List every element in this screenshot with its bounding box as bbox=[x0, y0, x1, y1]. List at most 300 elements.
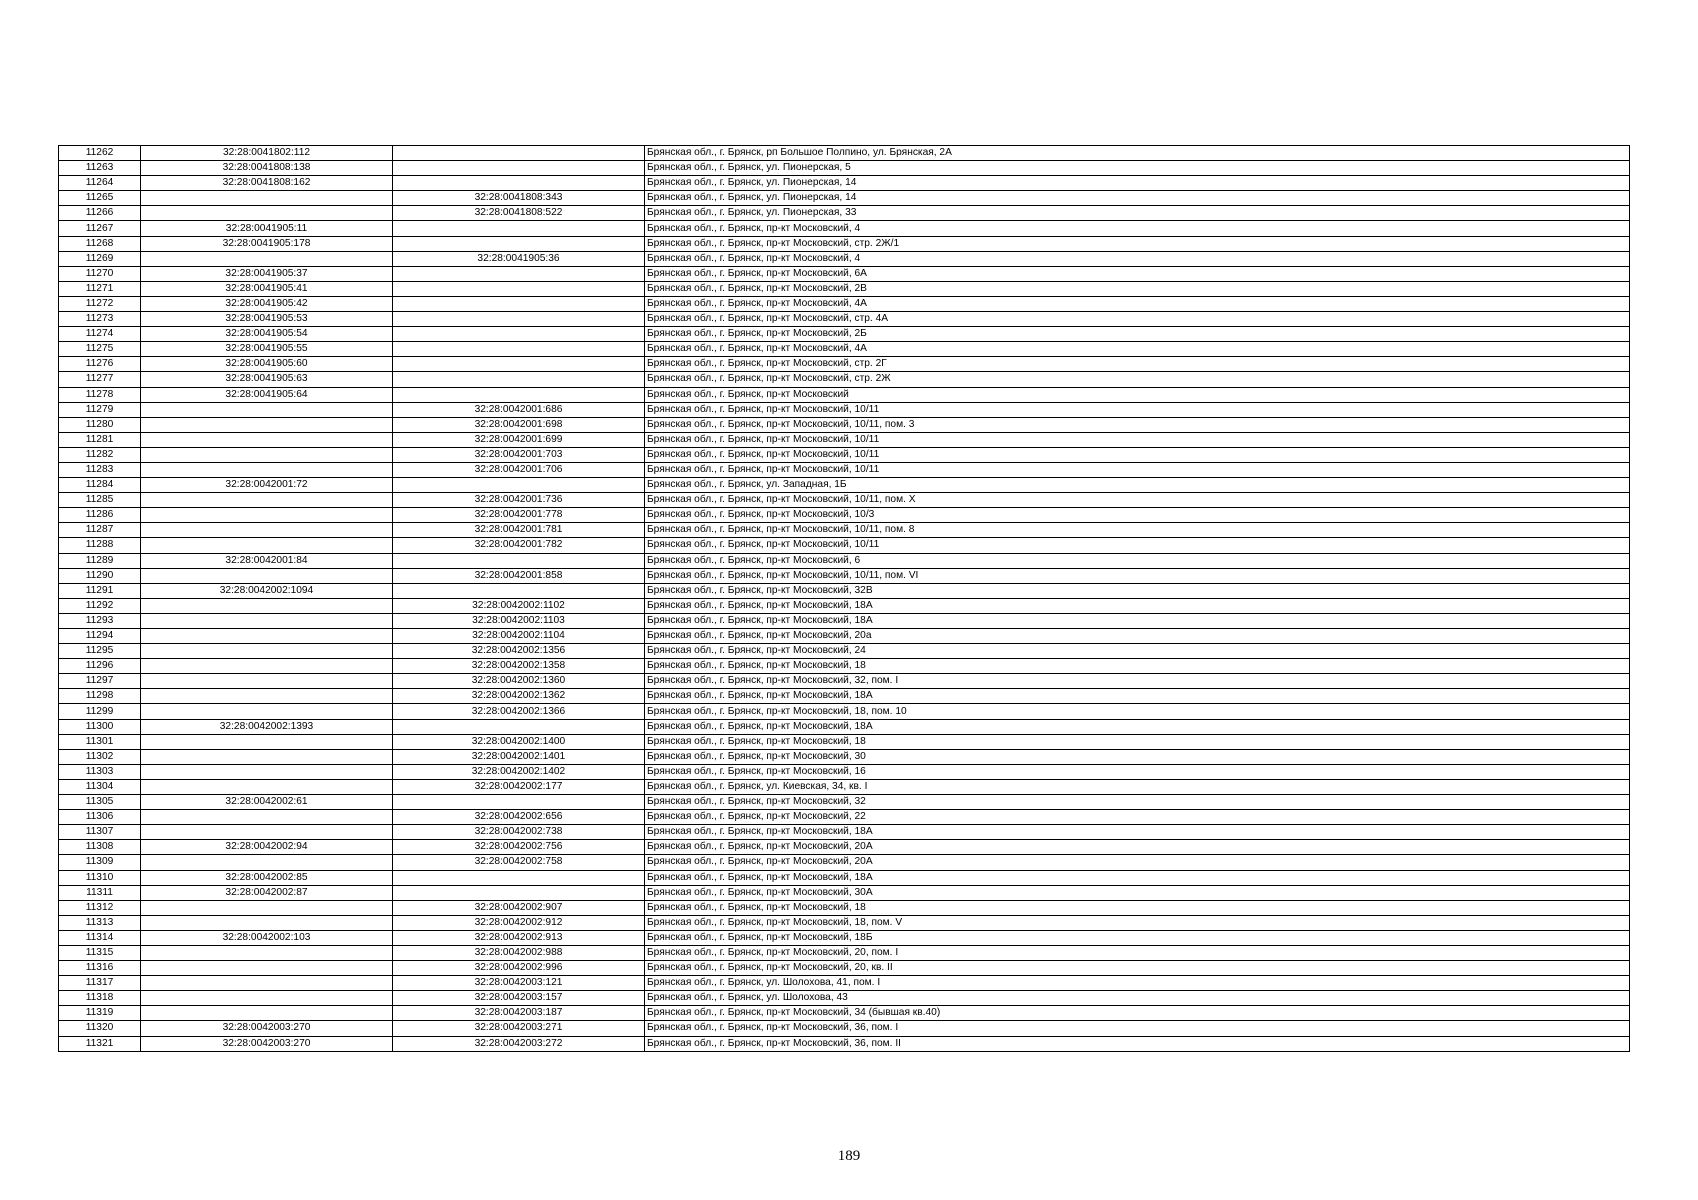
row-number-cell: 11314 bbox=[59, 930, 141, 945]
address-cell: Брянская обл., г. Брянск, ул. Киевская, 34, кв. I bbox=[645, 779, 1630, 794]
table-row bbox=[59, 689, 1630, 704]
row-number-cell: 11310 bbox=[59, 870, 141, 885]
row-number-cell: 11309 bbox=[59, 855, 141, 870]
object-cadastral-number-cell bbox=[393, 176, 645, 191]
table-row bbox=[59, 825, 1630, 840]
land-cadastral-number-cell: 32:28:0041808:138 bbox=[141, 161, 393, 176]
object-cadastral-number-cell bbox=[393, 221, 645, 236]
address-cell: Брянская обл., г. Брянск, пр-кт Московский, стр. 2Ж/1 bbox=[645, 236, 1630, 251]
table-row bbox=[59, 900, 1630, 915]
table-row bbox=[59, 583, 1630, 598]
row-number-cell: 11265 bbox=[59, 191, 141, 206]
row-number-cell: 11299 bbox=[59, 704, 141, 719]
land-cadastral-number-cell: 32:28:0042002:85 bbox=[141, 870, 393, 885]
table-row bbox=[59, 885, 1630, 900]
land-cadastral-number-cell bbox=[141, 538, 393, 553]
table-row bbox=[59, 236, 1630, 251]
address-cell: Брянская обл., г. Брянск, пр-кт Московский, 20, пом. I bbox=[645, 945, 1630, 960]
row-number-cell: 11263 bbox=[59, 161, 141, 176]
table-row bbox=[59, 961, 1630, 976]
address-cell: Брянская обл., г. Брянск, пр-кт Московский, 18, пом. V bbox=[645, 915, 1630, 930]
row-number-cell: 11291 bbox=[59, 583, 141, 598]
land-cadastral-number-cell: 32:28:0042003:270 bbox=[141, 1036, 393, 1051]
address-cell: Брянская обл., г. Брянск, пр-кт Московский bbox=[645, 387, 1630, 402]
address-cell: Брянская обл., г. Брянск, пр-кт Московский, 10/11, пом. 8 bbox=[645, 523, 1630, 538]
address-cell: Брянская обл., г. Брянск, пр-кт Московский, 20А bbox=[645, 855, 1630, 870]
address-cell: Брянская обл., г. Брянск, пр-кт Московский, 18, пом. 10 bbox=[645, 704, 1630, 719]
table-row bbox=[59, 674, 1630, 689]
table-row bbox=[59, 538, 1630, 553]
table-row bbox=[59, 945, 1630, 960]
object-cadastral-number-cell bbox=[393, 296, 645, 311]
table-row bbox=[59, 915, 1630, 930]
object-cadastral-number-cell: 32:28:0042002:996 bbox=[393, 961, 645, 976]
land-cadastral-number-cell bbox=[141, 749, 393, 764]
address-cell: Брянская обл., г. Брянск, пр-кт Московский, 18Б bbox=[645, 930, 1630, 945]
row-number-cell: 11312 bbox=[59, 900, 141, 915]
address-cell: Брянская обл., г. Брянск, пр-кт Московский, 6А bbox=[645, 266, 1630, 281]
address-cell: Брянская обл., г. Брянск, ул. Западная, 1Б bbox=[645, 478, 1630, 493]
address-cell: Брянская обл., г. Брянск, пр-кт Московский, 4 bbox=[645, 221, 1630, 236]
row-number-cell: 11280 bbox=[59, 417, 141, 432]
land-cadastral-number-cell: 32:28:0042002:103 bbox=[141, 930, 393, 945]
land-cadastral-number-cell: 32:28:0041905:53 bbox=[141, 312, 393, 327]
address-cell: Брянская обл., г. Брянск, пр-кт Московский, стр. 4А bbox=[645, 312, 1630, 327]
address-cell: Брянская обл., г. Брянск, пр-кт Московский, 10/3 bbox=[645, 508, 1630, 523]
object-cadastral-number-cell: 32:28:0042001:706 bbox=[393, 462, 645, 477]
object-cadastral-number-cell: 32:28:0042002:738 bbox=[393, 825, 645, 840]
land-cadastral-number-cell bbox=[141, 976, 393, 991]
table-row bbox=[59, 734, 1630, 749]
table-row bbox=[59, 523, 1630, 538]
table-row bbox=[59, 1021, 1630, 1036]
land-cadastral-number-cell: 32:28:0041905:42 bbox=[141, 296, 393, 311]
table-row bbox=[59, 357, 1630, 372]
row-number-cell: 11315 bbox=[59, 945, 141, 960]
land-cadastral-number-cell bbox=[141, 779, 393, 794]
object-cadastral-number-cell: 32:28:0042002:1356 bbox=[393, 644, 645, 659]
object-cadastral-number-cell bbox=[393, 161, 645, 176]
address-cell: Брянская обл., г. Брянск, пр-кт Московский, 2Б bbox=[645, 327, 1630, 342]
row-number-cell: 11313 bbox=[59, 915, 141, 930]
land-cadastral-number-cell: 32:28:0041905:37 bbox=[141, 266, 393, 281]
address-cell: Брянская обл., г. Брянск, рп Большое Полпино, ул. Брянская, 2А bbox=[645, 146, 1630, 161]
address-cell: Брянская обл., г. Брянск, пр-кт Московский, 32В bbox=[645, 583, 1630, 598]
row-number-cell: 11305 bbox=[59, 795, 141, 810]
row-number-cell: 11292 bbox=[59, 598, 141, 613]
land-cadastral-number-cell bbox=[141, 900, 393, 915]
address-cell: Брянская обл., г. Брянск, ул. Пионерская, 5 bbox=[645, 161, 1630, 176]
row-number-cell: 11296 bbox=[59, 659, 141, 674]
address-cell: Брянская обл., г. Брянск, пр-кт Московский, 22 bbox=[645, 810, 1630, 825]
land-cadastral-number-cell bbox=[141, 598, 393, 613]
object-cadastral-number-cell: 32:28:0042001:686 bbox=[393, 402, 645, 417]
object-cadastral-number-cell: 32:28:0042003:187 bbox=[393, 1006, 645, 1021]
address-cell: Брянская обл., г. Брянск, пр-кт Московский, 6 bbox=[645, 553, 1630, 568]
table-row bbox=[59, 312, 1630, 327]
row-number-cell: 11275 bbox=[59, 342, 141, 357]
table-row bbox=[59, 387, 1630, 402]
row-number-cell: 11320 bbox=[59, 1021, 141, 1036]
object-cadastral-number-cell: 32:28:0042002:1358 bbox=[393, 659, 645, 674]
table-row bbox=[59, 855, 1630, 870]
table-row bbox=[59, 508, 1630, 523]
object-cadastral-number-cell bbox=[393, 266, 645, 281]
address-cell: Брянская обл., г. Брянск, ул. Шолохова, 43 bbox=[645, 991, 1630, 1006]
address-cell: Брянская обл., г. Брянск, пр-кт Московский, стр. 2Ж bbox=[645, 372, 1630, 387]
object-cadastral-number-cell bbox=[393, 281, 645, 296]
row-number-cell: 11269 bbox=[59, 251, 141, 266]
land-cadastral-number-cell: 32:28:0042001:84 bbox=[141, 553, 393, 568]
address-cell: Брянская обл., г. Брянск, пр-кт Московский, 10/11 bbox=[645, 538, 1630, 553]
object-cadastral-number-cell bbox=[393, 342, 645, 357]
table-row bbox=[59, 251, 1630, 266]
address-cell: Брянская обл., г. Брянск, пр-кт Московский, 34 (бывшая кв.40) bbox=[645, 1006, 1630, 1021]
address-cell: Брянская обл., г. Брянск, пр-кт Московский, 16 bbox=[645, 764, 1630, 779]
row-number-cell: 11302 bbox=[59, 749, 141, 764]
table-row bbox=[59, 644, 1630, 659]
row-number-cell: 11303 bbox=[59, 764, 141, 779]
table-row bbox=[59, 447, 1630, 462]
address-cell: Брянская обл., г. Брянск, пр-кт Московский, 2В bbox=[645, 281, 1630, 296]
address-cell: Брянская обл., г. Брянск, ул. Шолохова, 41, пом. I bbox=[645, 976, 1630, 991]
land-cadastral-number-cell bbox=[141, 644, 393, 659]
object-cadastral-number-cell: 32:28:0042001:699 bbox=[393, 432, 645, 447]
registry-table bbox=[58, 145, 1630, 1052]
object-cadastral-number-cell: 32:28:0042002:912 bbox=[393, 915, 645, 930]
table-row bbox=[59, 810, 1630, 825]
land-cadastral-number-cell bbox=[141, 462, 393, 477]
address-cell: Брянская обл., г. Брянск, пр-кт Московский, 10/11, пом. 3 bbox=[645, 417, 1630, 432]
table-row bbox=[59, 749, 1630, 764]
object-cadastral-number-cell: 32:28:0042002:1360 bbox=[393, 674, 645, 689]
land-cadastral-number-cell bbox=[141, 432, 393, 447]
land-cadastral-number-cell bbox=[141, 915, 393, 930]
address-cell: Брянская обл., г. Брянск, пр-кт Московский, 18А bbox=[645, 870, 1630, 885]
row-number-cell: 11262 bbox=[59, 146, 141, 161]
row-number-cell: 11289 bbox=[59, 553, 141, 568]
object-cadastral-number-cell bbox=[393, 372, 645, 387]
table-row bbox=[59, 281, 1630, 296]
object-cadastral-number-cell: 32:28:0042002:913 bbox=[393, 930, 645, 945]
row-number-cell: 11268 bbox=[59, 236, 141, 251]
address-cell: Брянская обл., г. Брянск, пр-кт Московский, 4А bbox=[645, 342, 1630, 357]
table-row bbox=[59, 870, 1630, 885]
land-cadastral-number-cell: 32:28:0042002:61 bbox=[141, 795, 393, 810]
land-cadastral-number-cell bbox=[141, 734, 393, 749]
row-number-cell: 11293 bbox=[59, 613, 141, 628]
land-cadastral-number-cell: 32:28:0042002:87 bbox=[141, 885, 393, 900]
object-cadastral-number-cell: 32:28:0042002:988 bbox=[393, 945, 645, 960]
row-number-cell: 11266 bbox=[59, 206, 141, 221]
row-number-cell: 11307 bbox=[59, 825, 141, 840]
land-cadastral-number-cell bbox=[141, 251, 393, 266]
row-number-cell: 11308 bbox=[59, 840, 141, 855]
address-cell: Брянская обл., г. Брянск, пр-кт Московский, 36, пом. I bbox=[645, 1021, 1630, 1036]
registry-table-body bbox=[59, 146, 1630, 1052]
row-number-cell: 11264 bbox=[59, 176, 141, 191]
land-cadastral-number-cell: 32:28:0041905:55 bbox=[141, 342, 393, 357]
row-number-cell: 11288 bbox=[59, 538, 141, 553]
object-cadastral-number-cell: 32:28:0042002:1102 bbox=[393, 598, 645, 613]
address-cell: Брянская обл., г. Брянск, пр-кт Московский, 36, пом. II bbox=[645, 1036, 1630, 1051]
row-number-cell: 11274 bbox=[59, 327, 141, 342]
address-cell: Брянская обл., г. Брянск, пр-кт Московский, 30 bbox=[645, 749, 1630, 764]
row-number-cell: 11306 bbox=[59, 810, 141, 825]
table-row bbox=[59, 553, 1630, 568]
row-number-cell: 11281 bbox=[59, 432, 141, 447]
table-row bbox=[59, 719, 1630, 734]
address-cell: Брянская обл., г. Брянск, ул. Пионерская, 14 bbox=[645, 176, 1630, 191]
land-cadastral-number-cell bbox=[141, 191, 393, 206]
table-row bbox=[59, 221, 1630, 236]
address-cell: Брянская обл., г. Брянск, пр-кт Московский, 4 bbox=[645, 251, 1630, 266]
land-cadastral-number-cell: 32:28:0041905:178 bbox=[141, 236, 393, 251]
land-cadastral-number-cell bbox=[141, 417, 393, 432]
table-row bbox=[59, 462, 1630, 477]
object-cadastral-number-cell: 32:28:0041905:36 bbox=[393, 251, 645, 266]
address-cell: Брянская обл., г. Брянск, пр-кт Московский, 20А bbox=[645, 840, 1630, 855]
row-number-cell: 11287 bbox=[59, 523, 141, 538]
land-cadastral-number-cell bbox=[141, 568, 393, 583]
table-row bbox=[59, 629, 1630, 644]
address-cell: Брянская обл., г. Брянск, ул. Пионерская, 14 bbox=[645, 191, 1630, 206]
table-row bbox=[59, 206, 1630, 221]
table-row bbox=[59, 991, 1630, 1006]
land-cadastral-number-cell: 32:28:0041905:41 bbox=[141, 281, 393, 296]
land-cadastral-number-cell bbox=[141, 764, 393, 779]
address-cell: Брянская обл., г. Брянск, пр-кт Московский, 18А bbox=[645, 719, 1630, 734]
object-cadastral-number-cell: 32:28:0042002:1401 bbox=[393, 749, 645, 764]
land-cadastral-number-cell bbox=[141, 991, 393, 1006]
address-cell: Брянская обл., г. Брянск, пр-кт Московский, 10/11 bbox=[645, 462, 1630, 477]
row-number-cell: 11272 bbox=[59, 296, 141, 311]
address-cell: Брянская обл., г. Брянск, ул. Пионерская, 33 bbox=[645, 206, 1630, 221]
row-number-cell: 11317 bbox=[59, 976, 141, 991]
object-cadastral-number-cell: 32:28:0042001:703 bbox=[393, 447, 645, 462]
table-row bbox=[59, 417, 1630, 432]
address-cell: Брянская обл., г. Брянск, пр-кт Московский, 18А bbox=[645, 825, 1630, 840]
land-cadastral-number-cell: 32:28:0042002:94 bbox=[141, 840, 393, 855]
land-cadastral-number-cell bbox=[141, 689, 393, 704]
table-row bbox=[59, 764, 1630, 779]
table-row bbox=[59, 659, 1630, 674]
table-row bbox=[59, 976, 1630, 991]
land-cadastral-number-cell: 32:28:0041905:63 bbox=[141, 372, 393, 387]
land-cadastral-number-cell: 32:28:0042002:1393 bbox=[141, 719, 393, 734]
object-cadastral-number-cell: 32:28:0042001:782 bbox=[393, 538, 645, 553]
object-cadastral-number-cell bbox=[393, 795, 645, 810]
land-cadastral-number-cell bbox=[141, 659, 393, 674]
object-cadastral-number-cell: 32:28:0042002:1400 bbox=[393, 734, 645, 749]
land-cadastral-number-cell: 32:28:0041905:11 bbox=[141, 221, 393, 236]
row-number-cell: 11282 bbox=[59, 447, 141, 462]
land-cadastral-number-cell: 32:28:0041905:64 bbox=[141, 387, 393, 402]
address-cell: Брянская обл., г. Брянск, пр-кт Московский, 32 bbox=[645, 795, 1630, 810]
object-cadastral-number-cell bbox=[393, 236, 645, 251]
object-cadastral-number-cell bbox=[393, 583, 645, 598]
object-cadastral-number-cell: 32:28:0042002:1103 bbox=[393, 613, 645, 628]
land-cadastral-number-cell: 32:28:0042003:270 bbox=[141, 1021, 393, 1036]
table-row bbox=[59, 795, 1630, 810]
object-cadastral-number-cell: 32:28:0042001:778 bbox=[393, 508, 645, 523]
row-number-cell: 11300 bbox=[59, 719, 141, 734]
address-cell: Брянская обл., г. Брянск, пр-кт Московский, 20, кв. II bbox=[645, 961, 1630, 976]
land-cadastral-number-cell bbox=[141, 810, 393, 825]
object-cadastral-number-cell: 32:28:0042002:177 bbox=[393, 779, 645, 794]
row-number-cell: 11283 bbox=[59, 462, 141, 477]
object-cadastral-number-cell bbox=[393, 387, 645, 402]
row-number-cell: 11294 bbox=[59, 629, 141, 644]
table-row bbox=[59, 146, 1630, 161]
address-cell: Брянская обл., г. Брянск, пр-кт Московский, 10/11, пом. Х bbox=[645, 493, 1630, 508]
row-number-cell: 11295 bbox=[59, 644, 141, 659]
object-cadastral-number-cell: 32:28:0042001:698 bbox=[393, 417, 645, 432]
object-cadastral-number-cell: 32:28:0042002:1362 bbox=[393, 689, 645, 704]
address-cell: Брянская обл., г. Брянск, пр-кт Московский, стр. 2Г bbox=[645, 357, 1630, 372]
table-row bbox=[59, 402, 1630, 417]
object-cadastral-number-cell bbox=[393, 885, 645, 900]
object-cadastral-number-cell: 32:28:0042003:271 bbox=[393, 1021, 645, 1036]
object-cadastral-number-cell: 32:28:0042002:1366 bbox=[393, 704, 645, 719]
address-cell: Брянская обл., г. Брянск, пр-кт Московский, 18А bbox=[645, 613, 1630, 628]
table-row bbox=[59, 342, 1630, 357]
row-number-cell: 11311 bbox=[59, 885, 141, 900]
table-row bbox=[59, 1036, 1630, 1051]
land-cadastral-number-cell bbox=[141, 613, 393, 628]
table-row bbox=[59, 568, 1630, 583]
object-cadastral-number-cell bbox=[393, 478, 645, 493]
table-row bbox=[59, 327, 1630, 342]
object-cadastral-number-cell: 32:28:0042002:1402 bbox=[393, 764, 645, 779]
address-cell: Брянская обл., г. Брянск, пр-кт Московский, 10/11 bbox=[645, 447, 1630, 462]
table-row bbox=[59, 191, 1630, 206]
land-cadastral-number-cell bbox=[141, 493, 393, 508]
land-cadastral-number-cell bbox=[141, 508, 393, 523]
land-cadastral-number-cell bbox=[141, 961, 393, 976]
land-cadastral-number-cell bbox=[141, 629, 393, 644]
land-cadastral-number-cell bbox=[141, 855, 393, 870]
object-cadastral-number-cell bbox=[393, 357, 645, 372]
object-cadastral-number-cell bbox=[393, 312, 645, 327]
table-row bbox=[59, 704, 1630, 719]
row-number-cell: 11279 bbox=[59, 402, 141, 417]
table-row bbox=[59, 372, 1630, 387]
row-number-cell: 11270 bbox=[59, 266, 141, 281]
object-cadastral-number-cell bbox=[393, 870, 645, 885]
object-cadastral-number-cell bbox=[393, 146, 645, 161]
row-number-cell: 11277 bbox=[59, 372, 141, 387]
address-cell: Брянская обл., г. Брянск, пр-кт Московский, 30А bbox=[645, 885, 1630, 900]
object-cadastral-number-cell: 32:28:0042003:121 bbox=[393, 976, 645, 991]
row-number-cell: 11297 bbox=[59, 674, 141, 689]
object-cadastral-number-cell: 32:28:0042002:756 bbox=[393, 840, 645, 855]
row-number-cell: 11298 bbox=[59, 689, 141, 704]
object-cadastral-number-cell: 32:28:0042002:656 bbox=[393, 810, 645, 825]
address-cell: Брянская обл., г. Брянск, пр-кт Московский, 18 bbox=[645, 900, 1630, 915]
land-cadastral-number-cell: 32:28:0041905:54 bbox=[141, 327, 393, 342]
land-cadastral-number-cell: 32:28:0041808:162 bbox=[141, 176, 393, 191]
row-number-cell: 11321 bbox=[59, 1036, 141, 1051]
table-row bbox=[59, 161, 1630, 176]
address-cell: Брянская обл., г. Брянск, пр-кт Московский, 18 bbox=[645, 659, 1630, 674]
land-cadastral-number-cell: 32:28:0042001:72 bbox=[141, 478, 393, 493]
land-cadastral-number-cell bbox=[141, 1006, 393, 1021]
table-row bbox=[59, 840, 1630, 855]
table-row bbox=[59, 493, 1630, 508]
object-cadastral-number-cell: 32:28:0042002:907 bbox=[393, 900, 645, 915]
land-cadastral-number-cell bbox=[141, 206, 393, 221]
row-number-cell: 11285 bbox=[59, 493, 141, 508]
object-cadastral-number-cell: 32:28:0042002:758 bbox=[393, 855, 645, 870]
table-row bbox=[59, 930, 1630, 945]
address-cell: Брянская обл., г. Брянск, пр-кт Московский, 32, пом. I bbox=[645, 674, 1630, 689]
row-number-cell: 11278 bbox=[59, 387, 141, 402]
land-cadastral-number-cell bbox=[141, 674, 393, 689]
row-number-cell: 11271 bbox=[59, 281, 141, 296]
row-number-cell: 11318 bbox=[59, 991, 141, 1006]
row-number-cell: 11267 bbox=[59, 221, 141, 236]
address-cell: Брянская обл., г. Брянск, пр-кт Московский, 18 bbox=[645, 734, 1630, 749]
row-number-cell: 11273 bbox=[59, 312, 141, 327]
table-row bbox=[59, 613, 1630, 628]
land-cadastral-number-cell bbox=[141, 945, 393, 960]
table-row bbox=[59, 1006, 1630, 1021]
row-number-cell: 11319 bbox=[59, 1006, 141, 1021]
row-number-cell: 11290 bbox=[59, 568, 141, 583]
object-cadastral-number-cell: 32:28:0042003:157 bbox=[393, 991, 645, 1006]
land-cadastral-number-cell: 32:28:0042002:1094 bbox=[141, 583, 393, 598]
address-cell: Брянская обл., г. Брянск, пр-кт Московский, 10/11 bbox=[645, 402, 1630, 417]
row-number-cell: 11276 bbox=[59, 357, 141, 372]
table-row bbox=[59, 432, 1630, 447]
page-number: 189 bbox=[837, 1148, 861, 1164]
object-cadastral-number-cell: 32:28:0042001:736 bbox=[393, 493, 645, 508]
address-cell: Брянская обл., г. Брянск, пр-кт Московский, 20а bbox=[645, 629, 1630, 644]
object-cadastral-number-cell: 32:28:0041808:522 bbox=[393, 206, 645, 221]
table-row bbox=[59, 176, 1630, 191]
object-cadastral-number-cell: 32:28:0042001:781 bbox=[393, 523, 645, 538]
land-cadastral-number-cell bbox=[141, 825, 393, 840]
object-cadastral-number-cell bbox=[393, 719, 645, 734]
table-row bbox=[59, 296, 1630, 311]
object-cadastral-number-cell bbox=[393, 327, 645, 342]
table-row bbox=[59, 478, 1630, 493]
land-cadastral-number-cell bbox=[141, 447, 393, 462]
address-cell: Брянская обл., г. Брянск, пр-кт Московский, 4А bbox=[645, 296, 1630, 311]
address-cell: Брянская обл., г. Брянск, пр-кт Московский, 10/11 bbox=[645, 432, 1630, 447]
address-cell: Брянская обл., г. Брянск, пр-кт Московский, 24 bbox=[645, 644, 1630, 659]
table-row bbox=[59, 598, 1630, 613]
land-cadastral-number-cell bbox=[141, 523, 393, 538]
address-cell: Брянская обл., г. Брянск, пр-кт Московский, 18А bbox=[645, 689, 1630, 704]
land-cadastral-number-cell bbox=[141, 704, 393, 719]
row-number-cell: 11284 bbox=[59, 478, 141, 493]
row-number-cell: 11301 bbox=[59, 734, 141, 749]
land-cadastral-number-cell bbox=[141, 402, 393, 417]
address-cell: Брянская обл., г. Брянск, пр-кт Московский, 10/11, пом. VI bbox=[645, 568, 1630, 583]
land-cadastral-number-cell: 32:28:0041802:112 bbox=[141, 146, 393, 161]
land-cadastral-number-cell: 32:28:0041905:60 bbox=[141, 357, 393, 372]
object-cadastral-number-cell: 32:28:0042003:272 bbox=[393, 1036, 645, 1051]
table-row bbox=[59, 266, 1630, 281]
object-cadastral-number-cell: 32:28:0042001:858 bbox=[393, 568, 645, 583]
row-number-cell: 11286 bbox=[59, 508, 141, 523]
object-cadastral-number-cell bbox=[393, 553, 645, 568]
row-number-cell: 11304 bbox=[59, 779, 141, 794]
row-number-cell: 11316 bbox=[59, 961, 141, 976]
address-cell: Брянская обл., г. Брянск, пр-кт Московский, 18А bbox=[645, 598, 1630, 613]
